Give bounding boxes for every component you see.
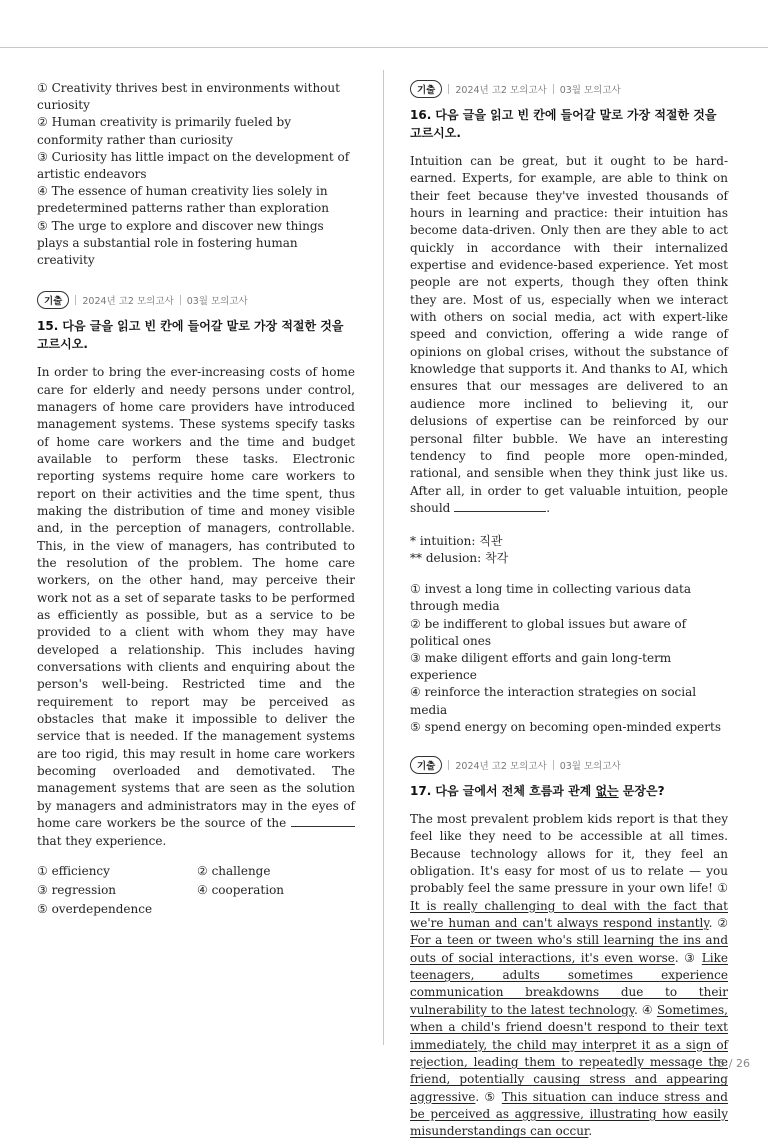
tag-separator [553, 84, 554, 94]
q15-blank [291, 817, 355, 827]
past-exam-badge: 기출 [410, 756, 442, 774]
page-number: 5 / 26 [718, 1057, 750, 1070]
tag-year-grade: 2024년 고2 모의고사 [455, 85, 547, 96]
header-rule [0, 47, 768, 48]
q16-option-3[interactable]: ③ make diligent efforts and gain long-term experience [410, 651, 672, 683]
past-exam-badge: 기출 [410, 80, 442, 98]
q15-title: 15. 다음 글을 읽고 빈 칸에 들어갈 말로 가장 적절한 것을 고르시오. [37, 319, 344, 352]
tag-year-grade: 2024년 고2 모의고사 [455, 761, 547, 773]
q16-option-5[interactable]: ⑤ spend energy on becoming open-minded experts [410, 719, 722, 734]
q15-passage [37, 364, 355, 850]
tag-separator [75, 295, 76, 305]
q14-option-3[interactable]: ③ Curiosity has little impact on the development of artistic endeavors [37, 149, 350, 182]
q17-marker-1: ① [717, 881, 728, 896]
q14-options [37, 80, 355, 269]
q16-footnotes [410, 533, 728, 567]
q16-title: 16. 다음 글을 읽고 빈 칸에 들어갈 말로 가장 적절한 것을 고르시오. [410, 108, 717, 140]
q17-sentence-5[interactable]: This situation can induce stress and be perceived as aggressive, illustrating how easily misunderstandings can occur [410, 1089, 728, 1139]
right-column [410, 80, 728, 1141]
question-16 [410, 80, 728, 736]
q16-note-intuition: * intuition: 직관 [410, 534, 503, 549]
q16-blank [454, 500, 546, 512]
q16-source-tag [410, 80, 728, 98]
q17-title-emphasis: 없는 [595, 784, 619, 799]
q16-option-2[interactable]: ② be indifferent to global issues but aware of political ones [410, 616, 687, 648]
q17-marker-2: ② [717, 916, 728, 931]
q17-marker-5: ⑤ [484, 1089, 497, 1104]
q15-source-tag [37, 291, 355, 309]
column-divider [383, 70, 384, 1045]
q16-option-1[interactable]: ① invest a long time in collecting various data through media [410, 582, 691, 614]
q16-option-4[interactable]: ④ reinforce the interaction strategies on social media [410, 685, 697, 717]
q17-intro: The most prevalent problem kids report is that they feel like they need to be accessible at all times. Because technology allows for it, they feel an obligation. It's easy for most of us to relate — you probably feel the same pressure in your own life! [410, 812, 728, 896]
tag-year-grade: 2024년 고2 모의고사 [82, 296, 174, 308]
q17-source-tag [410, 756, 728, 774]
q15-options [37, 862, 355, 919]
q15-option-1[interactable]: ① efficiency [37, 863, 110, 878]
question-17 [410, 756, 728, 1141]
tag-separator [553, 760, 554, 770]
q17-sentence-3[interactable]: Like teenagers, adults sometimes experience communication breakdowns due to their vulnerability to the latest technology [410, 950, 728, 1017]
tag-exam: 03월 모의고사 [559, 85, 621, 96]
q14-option-5[interactable]: ⑤ The urge to explore and discover new things plays a substantial role in fostering human creativity [37, 218, 324, 268]
q14-option-2[interactable]: ② Human creativity is primarily fueled by conformity rather than curiosity [37, 115, 292, 147]
q16-note-delusion: ** delusion: 착각 [410, 551, 509, 566]
q15-passage-tail: that they experience. [37, 833, 167, 848]
tag-exam: 03월 모의고사 [186, 296, 248, 308]
q17-marker-4: ④ [641, 1002, 653, 1017]
left-column [37, 80, 355, 919]
q14-option-4[interactable]: ④ The essence of human creativity lies solely in predetermined patterns rather than exploration [37, 184, 329, 216]
q17-sentence-2[interactable]: For a teen or tween who's still learning the ins and outs of social interactions, it's even worse [410, 933, 728, 965]
q16-passage-end: . [546, 500, 551, 515]
tag-separator [448, 760, 449, 770]
q17-title [410, 782, 728, 800]
q17-title-text: 17. 다음 글에서 전체 흐름과 관계 [410, 784, 596, 799]
q15-option-3[interactable]: ③ regression [37, 882, 117, 897]
q17-sentence-1[interactable]: It is really challenging to deal with the fact that we're human and can't always respond instantly [410, 898, 728, 931]
q15-option-4[interactable]: ④ cooperation [197, 882, 285, 897]
q17-title-end: 문장은? [618, 784, 665, 799]
q16-passage [410, 153, 728, 517]
tag-exam: 03월 모의고사 [559, 761, 621, 773]
q15-option-2[interactable]: ② challenge [197, 863, 271, 878]
q16-passage-text: Intuition can be great, but it ought to be hard-earned. Experts, for example, are able to think on their feet because they've invested thousands of hours in learning and practice: their intuition has become data-driven. Only then are they able to act quickly in accordance with their internalized expertise and evidence-based experience. Yet most people are not experts, though they often think they are. Most of us, especially when we interact with others on social media, act with expert-like speed and conviction, offering a wide range of opinions on global crises, without the substance of knowledge that supports it. And thanks to AI, which ensures that our messages are delivered to an audience more inclined to believing it, our delusions of expertise can be reinforced by our personal filter bubble. We have an interesting tendency to find people more open-minded, rational, and sensible when they think just like us. After all, in order to get valuable intuition, people should [410, 154, 728, 515]
tag-separator [448, 84, 449, 94]
question-15 [37, 291, 355, 919]
q15-passage-text: In order to bring the ever-increasing costs of home care for elderly and needy persons under control, managers of home care providers have introduced management systems. These systems specify tasks of home care workers and the time and budget available to perform these tasks. Electronic reporting systems require home care workers to report on their activities and the time spent, thus making the distribution of time and money visible and, in the perception of managers, controllable. This, in the view of managers, has contributed to the resolution of the problem. The home care workers, on the other hand, may perceive their work not as a set of separate tasks to be performed as efficiently as possible, but as a service to be provided to a client with whom they may have developed a relationship. This includes having conversations with clients and enquiring about the person's well-being. Restricted time and the requirement to report may be perceived as obstacles that make it impossible to deliver the service that is needed. If the management systems are too rigid, this may result in home care workers becoming overloaded and demotivated. The management systems that are seen as the solution by managers and administrators may in the eyes of home care workers be the source of the [37, 365, 355, 831]
q16-options [410, 581, 728, 736]
q17-sentence-4[interactable]: Sometimes, when a child's friend doesn't respond to their text immediately, the child may interpret it as a sign of rejection, leading them to repeatedly message the friend, potentially causing stress and appearing aggressive [410, 1002, 728, 1104]
q17-passage: The most prevalent problem kids report is that they feel like they need to be accessible at all times. Because technology allows for it, they feel an obligation. It's easy for most of us to relate — you probably feel the same pressure in your own life! ① It is really challenging to deal with the fact that we're human and can't always respond instantly. ② For a teen or tween who's still learning the ins and outs of social interactions, it's even worse. ③ Like teenagers, adults sometimes experience communication breakdowns due to their vulnerability to the latest technology. ④ Sometimes, when a child's friend doesn't respond to their text immediately, the child may interpret it as a sign of rejection, leading them to repeatedly message the friend, potentially causing stress and appearing aggressive. ⑤ This situation can induce stress and be perceived as aggressive, illustrating how easily misunderstandings can occur. [410, 812, 728, 1139]
past-exam-badge: 기출 [37, 291, 69, 309]
q15-option-5[interactable]: ⑤ overdependence [37, 901, 153, 916]
q14-option-1[interactable]: ① Creativity thrives best in environments without curiosity [37, 81, 340, 113]
q17-marker-3: ③ [684, 950, 697, 965]
tag-separator [180, 295, 181, 305]
